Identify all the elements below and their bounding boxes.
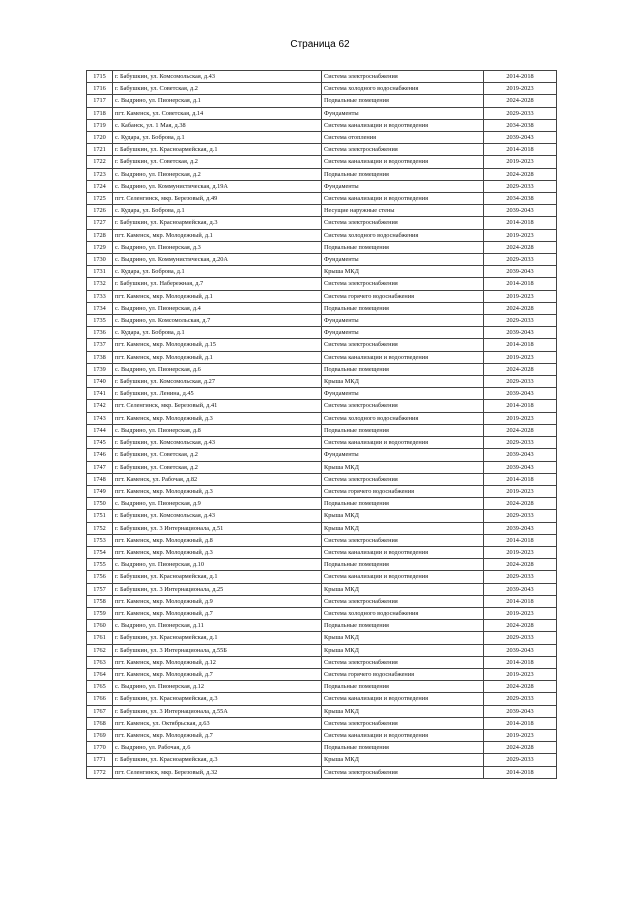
period-cell: 2029-2033	[484, 107, 557, 119]
period-cell: 2024-2028	[484, 241, 557, 253]
address-cell: с. Выдрино, ул. Пионерская, д.3	[113, 241, 322, 253]
system-cell: Подвальные помещения	[322, 95, 484, 107]
row-number: 1772	[87, 766, 113, 778]
table-row	[87, 180, 557, 192]
period-cell: 2014-2018	[484, 71, 557, 83]
system-cell: Подвальные помещения	[322, 363, 484, 375]
period-cell: 2019-2023	[484, 546, 557, 558]
row-number: 1724	[87, 180, 113, 192]
period-cell: 2039-2043	[484, 461, 557, 473]
repair-schedule-table	[86, 70, 557, 779]
row-number: 1716	[87, 83, 113, 95]
row-number: 1738	[87, 351, 113, 363]
table-row	[87, 559, 557, 571]
address-cell: пгт. Каменск, мкр. Молодежный, д.15	[113, 339, 322, 351]
row-number: 1760	[87, 620, 113, 632]
system-cell: Крыша МКД	[322, 461, 484, 473]
row-number: 1769	[87, 729, 113, 741]
address-cell: пгт. Каменск, ул. Октябрьская, д.63	[113, 717, 322, 729]
period-cell: 2024-2028	[484, 302, 557, 314]
row-number: 1767	[87, 705, 113, 717]
system-cell: Система электроснабжения	[322, 71, 484, 83]
row-number: 1727	[87, 217, 113, 229]
system-cell: Подвальные помещения	[322, 424, 484, 436]
period-cell: 2019-2023	[484, 351, 557, 363]
period-cell: 2034-2038	[484, 119, 557, 131]
address-cell: с. Выдрино, ул. Пионерская, д.11	[113, 620, 322, 632]
system-cell: Система холодного водоснабжения	[322, 607, 484, 619]
row-number: 1728	[87, 229, 113, 241]
address-cell: пгт. Каменск, ул. Советская, д.14	[113, 107, 322, 119]
address-cell: пгт. Каменск, мкр. Молодежный, д.8	[113, 534, 322, 546]
system-cell: Система электроснабжения	[322, 595, 484, 607]
table-row	[87, 205, 557, 217]
system-cell: Подвальные помещения	[322, 302, 484, 314]
address-cell: г. Бабушкин, ул. Комсомольская, д.43	[113, 437, 322, 449]
address-cell: с. Выдрино, ул. Пионерская, д.2	[113, 168, 322, 180]
row-number: 1755	[87, 559, 113, 571]
table-row	[87, 693, 557, 705]
row-number: 1764	[87, 668, 113, 680]
table-row	[87, 546, 557, 558]
table-row	[87, 144, 557, 156]
row-number: 1717	[87, 95, 113, 107]
table-row	[87, 534, 557, 546]
system-cell: Подвальные помещения	[322, 681, 484, 693]
table-row	[87, 241, 557, 253]
address-cell: г. Бабушкин, ул. Советская, д.2	[113, 156, 322, 168]
address-cell: пгт. Каменск, мкр. Молодежный, д.7	[113, 668, 322, 680]
address-cell: пгт. Селенгинск, мкр. Березовый, д.49	[113, 193, 322, 205]
system-cell: Система канализации и водоотведения	[322, 729, 484, 741]
table-row	[87, 132, 557, 144]
period-cell: 2029-2033	[484, 254, 557, 266]
system-cell: Система горячего водоснабжения	[322, 485, 484, 497]
address-cell: г. Бабушкин, ул. Набережная, д.7	[113, 278, 322, 290]
address-cell: с. Кудара, ул. Боброва, д.1	[113, 266, 322, 278]
row-number: 1756	[87, 571, 113, 583]
address-cell: с. Выдрино, ул. Пионерская, д.6	[113, 363, 322, 375]
address-cell: с. Выдрино, ул. Пионерская, д.12	[113, 681, 322, 693]
system-cell: Крыша МКД	[322, 510, 484, 522]
period-cell: 2024-2028	[484, 742, 557, 754]
table-row	[87, 656, 557, 668]
period-cell: 2019-2023	[484, 156, 557, 168]
address-cell: пгт. Каменск, мкр. Молодежный, д.3	[113, 412, 322, 424]
system-cell: Крыша МКД	[322, 266, 484, 278]
period-cell: 2024-2028	[484, 363, 557, 375]
address-cell: пгт. Каменск, ул. Рабочая, д.82	[113, 473, 322, 485]
address-cell: пгт. Селенгинск, мкр. Березовый, д.41	[113, 400, 322, 412]
address-cell: г. Бабушкин, ул. 3 Интернационала, д.51	[113, 522, 322, 534]
period-cell: 2024-2028	[484, 498, 557, 510]
table-row	[87, 217, 557, 229]
system-cell: Подвальные помещения	[322, 498, 484, 510]
row-number: 1741	[87, 388, 113, 400]
system-cell: Система канализации и водоотведения	[322, 351, 484, 363]
row-number: 1751	[87, 510, 113, 522]
system-cell: Крыша МКД	[322, 376, 484, 388]
address-cell: с. Кабанск, ул. 1 Мая, д.38	[113, 119, 322, 131]
address-cell: г. Бабушкин, ул. 3 Интернационала, д.55Б	[113, 644, 322, 656]
period-cell: 2019-2023	[484, 229, 557, 241]
row-number: 1733	[87, 290, 113, 302]
address-cell: с. Кудара, ул. Боброва, д.1	[113, 327, 322, 339]
system-cell: Система электроснабжения	[322, 144, 484, 156]
row-number: 1729	[87, 241, 113, 253]
address-cell: г. Бабушкин, ул. Комсомольская, д.27	[113, 376, 322, 388]
address-cell: пгт. Каменск, мкр. Молодежный, д.7	[113, 729, 322, 741]
period-cell: 2024-2028	[484, 681, 557, 693]
table-row	[87, 632, 557, 644]
row-number: 1765	[87, 681, 113, 693]
system-cell: Крыша МКД	[322, 754, 484, 766]
address-cell: г. Бабушкин, ул. Красноармейская, д.3	[113, 754, 322, 766]
address-cell: г. Бабушкин, ул. Красноармейская, д.3	[113, 693, 322, 705]
period-cell: 2039-2043	[484, 327, 557, 339]
row-number: 1718	[87, 107, 113, 119]
period-cell: 2039-2043	[484, 205, 557, 217]
system-cell: Крыша МКД	[322, 705, 484, 717]
period-cell: 2014-2018	[484, 656, 557, 668]
table-row	[87, 681, 557, 693]
system-cell: Система горячего водоснабжения	[322, 668, 484, 680]
table-row	[87, 424, 557, 436]
period-cell: 2029-2033	[484, 632, 557, 644]
table-row	[87, 595, 557, 607]
system-cell: Система электроснабжения	[322, 217, 484, 229]
row-number: 1762	[87, 644, 113, 656]
system-cell: Система канализации и водоотведения	[322, 119, 484, 131]
address-cell: с. Выдрино, ул. Рабочая, д.6	[113, 742, 322, 754]
period-cell: 2039-2043	[484, 583, 557, 595]
table-row	[87, 168, 557, 180]
system-cell: Фундаменты	[322, 449, 484, 461]
table-row	[87, 449, 557, 461]
table-row	[87, 107, 557, 119]
row-number: 1720	[87, 132, 113, 144]
table-row	[87, 485, 557, 497]
period-cell: 2019-2023	[484, 729, 557, 741]
row-number: 1735	[87, 315, 113, 327]
system-cell: Система электроснабжения	[322, 473, 484, 485]
row-number: 1745	[87, 437, 113, 449]
period-cell: 2039-2043	[484, 644, 557, 656]
row-number: 1763	[87, 656, 113, 668]
address-cell: с. Выдрино, ул. Пионерская, д.4	[113, 302, 322, 314]
row-number: 1744	[87, 424, 113, 436]
period-cell: 2019-2023	[484, 290, 557, 302]
address-cell: пгт. Каменск, мкр. Молодежный, д.1	[113, 229, 322, 241]
table-row	[87, 607, 557, 619]
table-row	[87, 620, 557, 632]
table-row	[87, 193, 557, 205]
system-cell: Система канализации и водоотведения	[322, 193, 484, 205]
system-cell: Система канализации и водоотведения	[322, 437, 484, 449]
row-number: 1736	[87, 327, 113, 339]
row-number: 1771	[87, 754, 113, 766]
row-number: 1740	[87, 376, 113, 388]
period-cell: 2014-2018	[484, 278, 557, 290]
period-cell: 2024-2028	[484, 424, 557, 436]
address-cell: с. Выдрино, ул. Коммунистическая, д.19А	[113, 180, 322, 192]
address-cell: г. Бабушкин, ул. Ленина, д.45	[113, 388, 322, 400]
row-number: 1726	[87, 205, 113, 217]
table-row	[87, 315, 557, 327]
table-row	[87, 119, 557, 131]
system-cell: Крыша МКД	[322, 583, 484, 595]
period-cell: 2014-2018	[484, 339, 557, 351]
table-row	[87, 412, 557, 424]
period-cell: 2029-2033	[484, 315, 557, 327]
row-number: 1737	[87, 339, 113, 351]
address-cell: пгт. Каменск, мкр. Молодежный, д.9	[113, 595, 322, 607]
row-number: 1752	[87, 522, 113, 534]
address-cell: пгт. Каменск, мкр. Молодежный, д.1	[113, 351, 322, 363]
period-cell: 2039-2043	[484, 132, 557, 144]
table-row	[87, 351, 557, 363]
row-number: 1753	[87, 534, 113, 546]
row-number: 1743	[87, 412, 113, 424]
table-row	[87, 400, 557, 412]
address-cell: г. Бабушкин, ул. Советская, д.2	[113, 83, 322, 95]
system-cell: Подвальные помещения	[322, 168, 484, 180]
table-row	[87, 83, 557, 95]
address-cell: с. Выдрино, ул. Пионерская, д.1	[113, 95, 322, 107]
period-cell: 2014-2018	[484, 217, 557, 229]
address-cell: г. Бабушкин, ул. Комсомольская, д.43	[113, 71, 322, 83]
table-row	[87, 510, 557, 522]
period-cell: 2029-2033	[484, 376, 557, 388]
system-cell: Система канализации и водоотведения	[322, 693, 484, 705]
system-cell: Фундаменты	[322, 315, 484, 327]
table-row	[87, 668, 557, 680]
address-cell: г. Бабушкин, ул. Красноармейская, д.1	[113, 144, 322, 156]
table-row	[87, 290, 557, 302]
period-cell: 2014-2018	[484, 534, 557, 546]
row-number: 1768	[87, 717, 113, 729]
row-number: 1715	[87, 71, 113, 83]
system-cell: Фундаменты	[322, 327, 484, 339]
page-number-header: Страница 62	[290, 39, 350, 50]
system-cell: Система электроснабжения	[322, 400, 484, 412]
period-cell: 2024-2028	[484, 168, 557, 180]
table-row	[87, 376, 557, 388]
system-cell: Подвальные помещения	[322, 742, 484, 754]
address-cell: пгт. Каменск, мкр. Молодежный, д.12	[113, 656, 322, 668]
table-row	[87, 437, 557, 449]
table-row	[87, 388, 557, 400]
period-cell: 2019-2023	[484, 668, 557, 680]
row-number: 1732	[87, 278, 113, 290]
table-row	[87, 266, 557, 278]
table-row	[87, 156, 557, 168]
system-cell: Система холодного водоснабжения	[322, 229, 484, 241]
system-cell: Подвальные помещения	[322, 241, 484, 253]
table-row	[87, 363, 557, 375]
system-cell: Система отопления	[322, 132, 484, 144]
table-row	[87, 571, 557, 583]
period-cell: 2019-2023	[484, 412, 557, 424]
table-row	[87, 229, 557, 241]
row-number: 1746	[87, 449, 113, 461]
system-cell: Подвальные помещения	[322, 559, 484, 571]
table-row	[87, 473, 557, 485]
period-cell: 2024-2028	[484, 620, 557, 632]
period-cell: 2019-2023	[484, 83, 557, 95]
period-cell: 2029-2033	[484, 510, 557, 522]
table-row	[87, 754, 557, 766]
address-cell: г. Бабушкин, ул. Комсомольская, д.43	[113, 510, 322, 522]
row-number: 1722	[87, 156, 113, 168]
table-row	[87, 742, 557, 754]
row-number: 1734	[87, 302, 113, 314]
address-cell: пгт. Каменск, мкр. Молодежный, д.3	[113, 485, 322, 497]
system-cell: Несущие наружные стены	[322, 205, 484, 217]
period-cell: 2029-2033	[484, 571, 557, 583]
row-number: 1742	[87, 400, 113, 412]
period-cell: 2024-2028	[484, 559, 557, 571]
period-cell: 2029-2033	[484, 180, 557, 192]
period-cell: 2034-2038	[484, 193, 557, 205]
table-row	[87, 583, 557, 595]
period-cell: 2014-2018	[484, 400, 557, 412]
address-cell: г. Бабушкин, ул. Советская, д.2	[113, 461, 322, 473]
row-number: 1758	[87, 595, 113, 607]
period-cell: 2014-2018	[484, 144, 557, 156]
address-cell: с. Кудара, ул. Боброва, д.1	[113, 205, 322, 217]
period-cell: 2019-2023	[484, 485, 557, 497]
period-cell: 2029-2033	[484, 437, 557, 449]
row-number: 1748	[87, 473, 113, 485]
period-cell: 2014-2018	[484, 473, 557, 485]
system-cell: Система холодного водоснабжения	[322, 412, 484, 424]
address-cell: пгт. Каменск, мкр. Молодежный, д.7	[113, 607, 322, 619]
address-cell: с. Выдрино, ул. Пионерская, д.9	[113, 498, 322, 510]
system-cell: Система электроснабжения	[322, 339, 484, 351]
row-number: 1721	[87, 144, 113, 156]
table-row	[87, 705, 557, 717]
system-cell: Система холодного водоснабжения	[322, 83, 484, 95]
table-row	[87, 766, 557, 778]
period-cell: 2014-2018	[484, 766, 557, 778]
period-cell: 2019-2023	[484, 607, 557, 619]
period-cell: 2029-2033	[484, 693, 557, 705]
row-number: 1766	[87, 693, 113, 705]
table-body	[87, 71, 557, 779]
system-cell: Фундаменты	[322, 254, 484, 266]
row-number: 1747	[87, 461, 113, 473]
row-number: 1723	[87, 168, 113, 180]
address-cell: пгт. Селенгинск, мкр. Березовый, д.32	[113, 766, 322, 778]
period-cell: 2024-2028	[484, 95, 557, 107]
table-row	[87, 278, 557, 290]
table-row	[87, 717, 557, 729]
system-cell: Подвальные помещения	[322, 620, 484, 632]
period-cell: 2014-2018	[484, 717, 557, 729]
address-cell: г. Бабушкин, ул. 3 Интернационала, д.55А	[113, 705, 322, 717]
address-cell: с. Выдрино, ул. Коммунистическая, д.20А	[113, 254, 322, 266]
table-row	[87, 498, 557, 510]
address-cell: г. Бабушкин, ул. Красноармейская, д.1	[113, 632, 322, 644]
row-number: 1739	[87, 363, 113, 375]
row-number: 1757	[87, 583, 113, 595]
system-cell: Система электроснабжения	[322, 766, 484, 778]
address-cell: с. Выдрино, ул. Пионерская, д.8	[113, 424, 322, 436]
address-cell: с. Кудара, ул. Боброва, д.1	[113, 132, 322, 144]
system-cell: Фундаменты	[322, 107, 484, 119]
row-number: 1750	[87, 498, 113, 510]
table-row	[87, 339, 557, 351]
table-row	[87, 644, 557, 656]
row-number: 1730	[87, 254, 113, 266]
system-cell: Система электроснабжения	[322, 534, 484, 546]
row-number: 1749	[87, 485, 113, 497]
row-number: 1754	[87, 546, 113, 558]
table-row	[87, 729, 557, 741]
address-cell: с. Выдрино, ул. Комсомольская, д.7	[113, 315, 322, 327]
address-cell: г. Бабушкин, ул. 3 Интернационала, д.25	[113, 583, 322, 595]
address-cell: г. Бабушкин, ул. Красноармейская, д.1	[113, 571, 322, 583]
table-row	[87, 327, 557, 339]
system-cell: Система канализации и водоотведения	[322, 546, 484, 558]
system-cell: Система горячего водоснабжения	[322, 290, 484, 302]
period-cell: 2029-2033	[484, 754, 557, 766]
system-cell: Система электроснабжения	[322, 717, 484, 729]
system-cell: Крыша МКД	[322, 644, 484, 656]
row-number: 1719	[87, 119, 113, 131]
row-number: 1731	[87, 266, 113, 278]
system-cell: Система электроснабжения	[322, 656, 484, 668]
system-cell: Система электроснабжения	[322, 278, 484, 290]
system-cell: Фундаменты	[322, 388, 484, 400]
period-cell: 2014-2018	[484, 595, 557, 607]
table-row	[87, 95, 557, 107]
period-cell: 2039-2043	[484, 388, 557, 400]
row-number: 1761	[87, 632, 113, 644]
row-number: 1759	[87, 607, 113, 619]
system-cell: Система канализации и водоотведения	[322, 571, 484, 583]
address-cell: пгт. Каменск, мкр. Молодежный, д.1	[113, 290, 322, 302]
address-cell: г. Бабушкин, ул. Красноармейская, д.3	[113, 217, 322, 229]
address-cell: с. Выдрино, ул. Пионерская, д.10	[113, 559, 322, 571]
period-cell: 2039-2043	[484, 266, 557, 278]
row-number: 1770	[87, 742, 113, 754]
address-cell: г. Бабушкин, ул. Советская, д.2	[113, 449, 322, 461]
system-cell: Система канализации и водоотведения	[322, 156, 484, 168]
table-row	[87, 71, 557, 83]
system-cell: Крыша МКД	[322, 522, 484, 534]
system-cell: Фундаменты	[322, 180, 484, 192]
row-number: 1725	[87, 193, 113, 205]
table-row	[87, 461, 557, 473]
period-cell: 2039-2043	[484, 705, 557, 717]
table-row	[87, 522, 557, 534]
period-cell: 2039-2043	[484, 449, 557, 461]
table-row	[87, 254, 557, 266]
address-cell: пгт. Каменск, мкр. Молодежный, д.3	[113, 546, 322, 558]
system-cell: Крыша МКД	[322, 632, 484, 644]
table-row	[87, 302, 557, 314]
period-cell: 2039-2043	[484, 522, 557, 534]
